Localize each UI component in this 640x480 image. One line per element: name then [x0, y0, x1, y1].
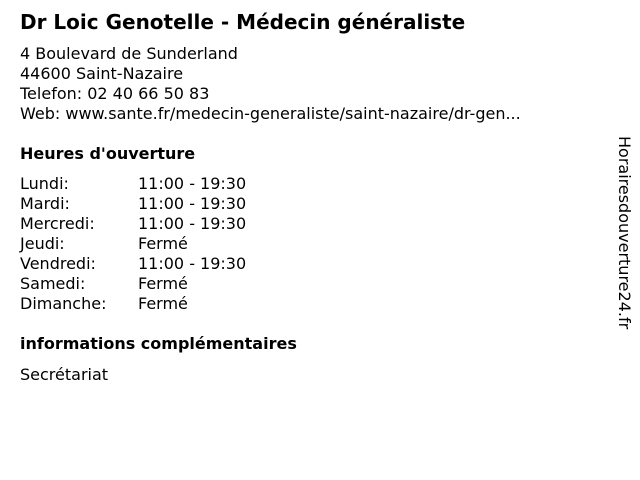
day-label: Jeudi: — [20, 234, 65, 253]
time-value: 11:00 - 19:30 — [138, 254, 247, 273]
page-title: Dr Loic Genotelle - Médecin généraliste — [20, 10, 466, 34]
time-value: 11:00 - 19:30 — [138, 214, 247, 233]
phone-number: Telefon: 02 40 66 50 83 — [20, 84, 210, 103]
street-address: 4 Boulevard de Sunderland — [20, 44, 238, 63]
time-value: 11:00 - 19:30 — [138, 194, 247, 213]
time-value: Fermé — [138, 294, 188, 313]
info-text: Secrétariat — [20, 365, 109, 384]
hours-row-saturday — [20, 274, 246, 294]
city-address: 44600 Saint-Nazaire — [20, 64, 184, 83]
time-value: Fermé — [138, 274, 188, 293]
hours-row-sunday — [20, 294, 246, 314]
site-watermark: Horairesdouverture24.fr — [615, 136, 634, 330]
opening-hours-table — [20, 174, 246, 314]
day-label: Lundi: — [20, 174, 69, 193]
hours-row-wednesday — [20, 214, 246, 234]
hours-row-friday — [20, 254, 246, 274]
info-heading: informations complémentaires — [20, 334, 297, 353]
hours-row-thursday — [20, 234, 246, 254]
address-block — [20, 44, 521, 124]
day-label: Dimanche: — [20, 294, 107, 313]
hours-row-monday — [20, 174, 246, 194]
website-link[interactable]: Web: www.sante.fr/medecin-generaliste/saint-nazaire/dr-gen... — [20, 104, 521, 123]
hours-heading: Heures d'ouverture — [20, 144, 196, 163]
time-value: 11:00 - 19:30 — [138, 174, 247, 193]
time-value: Fermé — [138, 234, 188, 253]
hours-row-tuesday — [20, 194, 246, 214]
day-label: Mercredi: — [20, 214, 95, 233]
day-label: Vendredi: — [20, 254, 96, 273]
day-label: Samedi: — [20, 274, 86, 293]
day-label: Mardi: — [20, 194, 70, 213]
